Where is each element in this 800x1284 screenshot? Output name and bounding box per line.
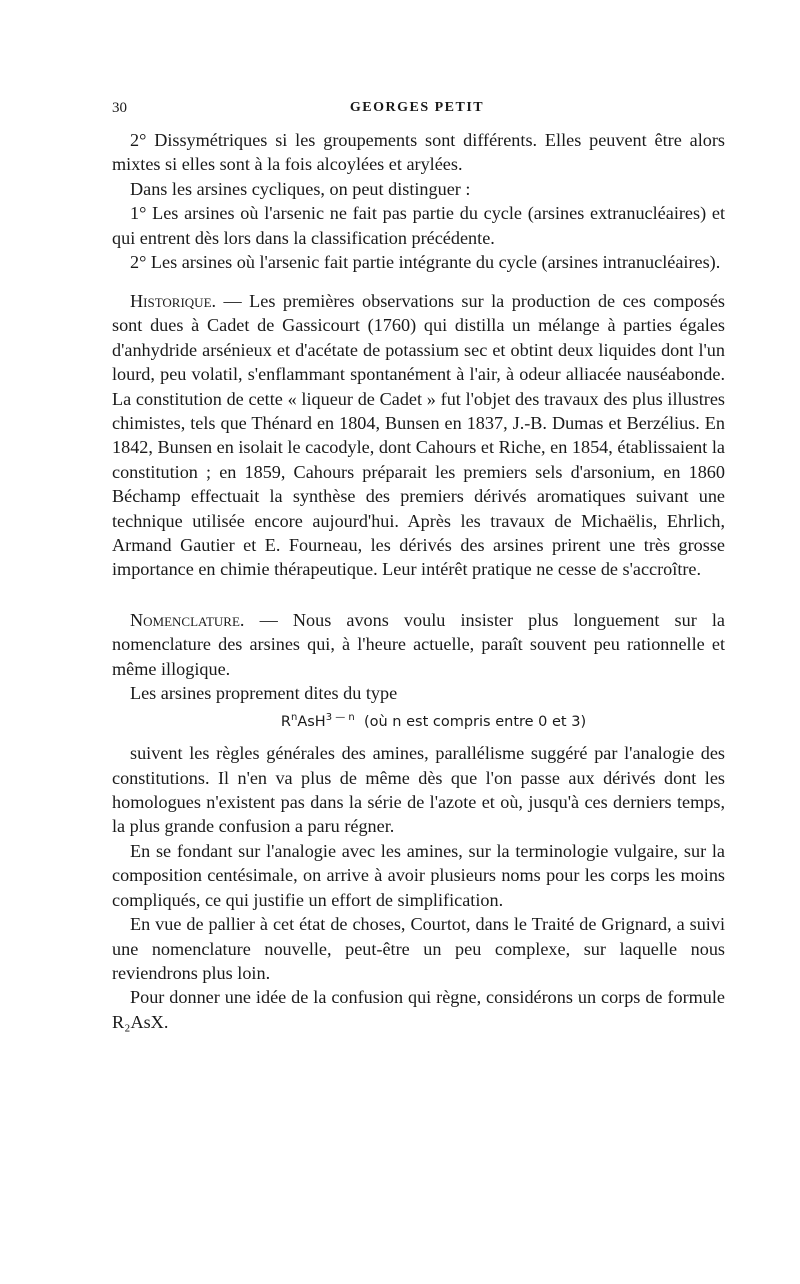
paragraph-historique	[112, 289, 725, 582]
paragraph-intranucleaires: 2° Les arsines où l'arsenic fait partie intégrante du cycle (arsines intranucléaires).	[130, 252, 721, 273]
paragraph-arsines-cycliques: Dans les arsines cycliques, on peut distinguer :	[130, 178, 471, 199]
paragraph-confusion: Pour donner une idée de la confusion qui règne, considérons un corps de formule R₂AsX.	[112, 987, 725, 1032]
paragraph-dissymetriques: 2° Dissymétriques si les groupements sont différents. Elles peuvent être alors mixtes si elles sont à la fois alcoylées et arylées.	[112, 130, 725, 175]
formula-arsine-type: $R^nAsH^{3 — n}$ (où n est compris entre 0 et 3)	[280, 712, 587, 731]
paragraph-arsines-type: Les arsines proprement dites du type	[130, 683, 398, 704]
page-number: 30	[112, 100, 127, 116]
nomenclature-text: — Nous avons voulu insister plus longuement sur la nomenclature des arsines qui, à l'heure actuelle, paraît souvent peu rationnelle et même illogique.	[112, 609, 725, 679]
running-title: GEORGES PETIT	[349, 100, 485, 115]
paragraph-analogie: En se fondant sur l'analogie avec les amines, sur la terminologie vulgaire, sur la composition centésimale, on arrive à avoir plusieurs noms pour les corps les moins compliqués, ce qui justifie un effort de simplification.	[112, 840, 725, 910]
paragraph-extranucleaires: 1° Les arsines où l'arsenic ne fait pas partie du cycle (arsines extranucléaires) et qui entrent dès lors dans la classification précédente.	[112, 203, 725, 248]
section-heading-historique: Historique.	[130, 290, 217, 311]
paragraph-courtot: En vue de pallier à cet état de choses, Courtot, dans le Traité de Grignard, a suivi une nomenclature nouvelle, peut-être un peu complexe, sur laquelle nous reviendrons plus loin.	[112, 914, 725, 983]
section-heading-nomenclature: Nomenclature.	[130, 609, 245, 630]
paragraph-regles-amines: suivent les règles générales des amines, parallélisme suggéré par l'analogie des constitutions. Il n'en va plus de même dès que l'on passe aux dérivés dont les homologues n'existent pas dans la série de l'azote et où, jusqu'à ces derniers temps, la plus grande confusion a paru régner.	[112, 743, 725, 837]
paragraph-nomenclature	[112, 608, 725, 681]
formula-note: (où n est compris entre 0 et 3)	[363, 714, 587, 731]
page-header	[112, 100, 722, 120]
historique-text: — Les premières observations sur la production de ces composés sont dues à Cadet de Gassicourt (1760) qui distilla un mélange à parties égales d'anhydride arsénieux et d'acétate de potassium sec et obtint deux liquides dont l'un lourd, peu volatil, s'enflammant spontanément à l'air, à odeur alliacée nauséabonde. La constitution de cette « liqueur de Cadet » fut l'objet des travaux des plus illustres chimistes, tels que Thénard en 1804, Bunsen en 1837, J.-B. Dumas et Berzélius. En 1842, Bunsen en isolait le cacodyle, dont Cahours et Riche, en 1854, établissaient la constitution ; en 1859, Cahours préparait les premiers sels d'arsonium, en 1860 Béchamp effectuait la synthèse des premiers dérivés aromatiques suivant une technique utilisée encore aujourd'hui. Après les travaux de Michaëlis, Ehrlich, Armand Gautier et E. Fourneau, les dérivés des arsines prirent une très grosse importance en chimie thérapeutique. Leur intérêt pratique ne cesse de s'accroître.	[112, 290, 725, 580]
body-text	[112, 128, 725, 1034]
